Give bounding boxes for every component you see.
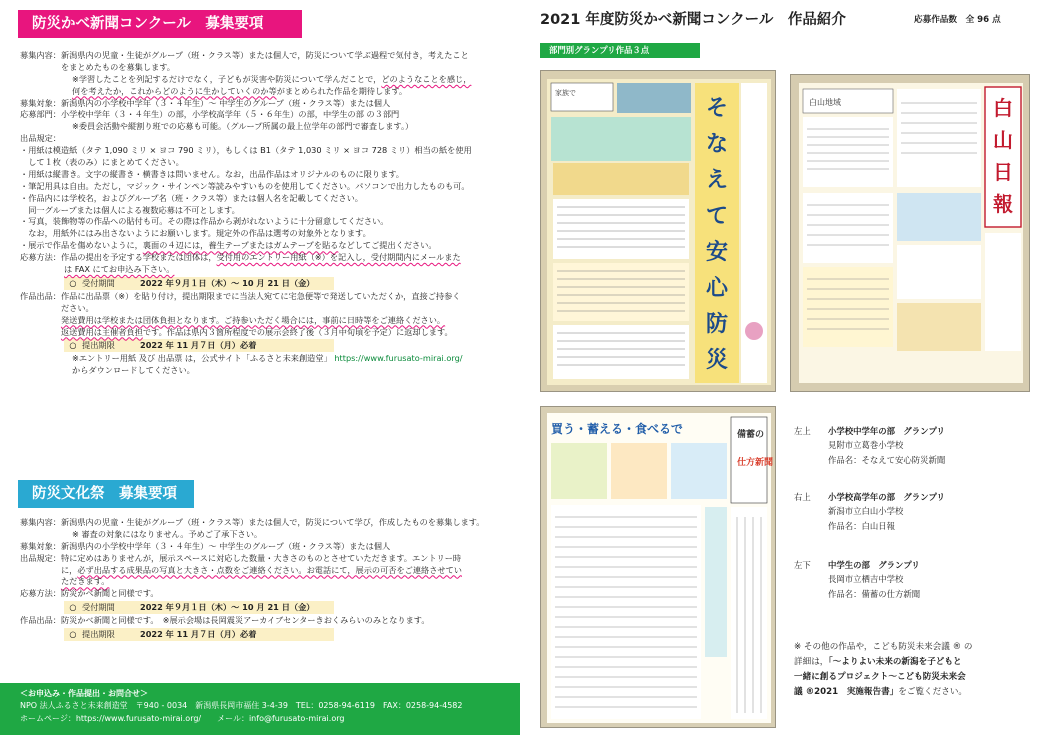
period-circle: ○: [69, 602, 77, 613]
caption-top-right: [794, 490, 1034, 533]
rule-line: して１枚（表のみ）にまとめてください。: [20, 157, 184, 168]
period-value: 2022 年９月１日（木）～ 10 月 21 日（金）: [140, 277, 315, 288]
rules-c: 必ず出品する成果品の写真と大きさ・点数をご連絡ください。お電話にて，展示の可否をご連絡させてい: [77, 564, 462, 575]
rules-d: ただきます。: [60, 576, 110, 587]
grandprix-photo-bottom-left: [540, 406, 776, 728]
festival-guidelines: [20, 517, 506, 642]
division-value: 小学校中学年（３・４年生）の部，小学校高学年（５・６年生）の部，中学生の部 の３部門: [60, 109, 400, 120]
note-d: 一緒に創るプロジェクト～こども防災未来会: [794, 672, 966, 683]
entry-count: 応募作品数 全 96 点: [914, 15, 1001, 25]
apply-b: 受付用のエントリー用紙（※）を記入し，受付期間内にメールまた: [216, 252, 461, 263]
submit-a: 作品に出品票（※）を貼り付け，提出期限までに当法人宛てに宅急便等で発送していただくか，直接ご持参く: [60, 290, 461, 301]
rule-last-c: などしてご提出ください。: [338, 240, 437, 251]
content-note: [20, 74, 506, 98]
submit-label: 作品出品：: [20, 615, 61, 626]
division-note: ※委員会活動や縦割り班での応募も可能。（グループ所属の最上位学年の部門で審査します。）: [72, 121, 414, 132]
rules-a: 特に定めはありませんが，展示スペースに対応した数量・大きさのものとさせていただきます。エントリー時: [60, 552, 462, 563]
report-note: [794, 640, 1034, 700]
content-line-1: 新潟県内の児童・生徒がグループ（班・クラス等）または個人で，防災について学ぶ過程で気付き，考えたこと: [60, 50, 469, 60]
contact-footer: [0, 683, 520, 735]
newspaper-image: [541, 71, 776, 392]
submit-c: 発送費用は学校または団体負担となります。ご持参いただく場合には，事前に日時等をご連絡ください。: [60, 314, 446, 325]
contest-title-bar: 防災かべ新聞コンクール 募集要項: [18, 10, 302, 38]
entry-note: [20, 353, 506, 377]
rules-list: [20, 145, 506, 252]
apply-label: 応募方法：: [20, 252, 61, 263]
photo2-char: 報: [993, 192, 1013, 216]
content-value: 新潟県内の児童・生徒がグループ（班・クラス等）または個人で，防災について学び，作成したものを募集します。: [60, 517, 485, 527]
photo2-char: 白: [993, 96, 1013, 120]
photo1-small-text: 家族で: [555, 89, 576, 97]
period-value: 2022 年９月１日（木）～ 10 月 21 日（金）: [140, 602, 315, 613]
rule-line: ・作品内には学校名，およびグループ名（班・クラス等）または個人名を記載してください。: [20, 192, 363, 203]
deadline-bar: [64, 339, 334, 352]
photo1-char: な: [705, 132, 729, 157]
target-value: 新潟県内の小学校中学年（３・４年生）～ 中学生のグループ（班・クラス等）または個人: [60, 540, 391, 551]
rule-line: 同一グループまたは個人による複数応募は不可とします。: [20, 204, 240, 215]
submit-d: 返送費用は主催者負担: [60, 326, 143, 337]
grandprix-photo-top-left: [540, 70, 776, 392]
target-label: 募集対象：: [20, 540, 61, 551]
submit-label: 作品出品：: [20, 290, 61, 301]
target-label: 募集対象：: [20, 97, 61, 108]
caption-bottom-left: [794, 558, 1034, 601]
grandprix-badge: 部門別グランプリ作品３点: [540, 43, 700, 58]
caption-top-left: [794, 424, 1034, 467]
grandprix-photo-top-right: [790, 74, 1030, 392]
note-c: 「～よりよい未来の新潟を子どもと: [828, 657, 962, 668]
content-label: 募集内容：: [20, 517, 61, 527]
rule-last-a: ・展示で作品を傷めないように，: [20, 240, 143, 251]
caption-school: 見附市立葛巻小学校: [828, 440, 904, 451]
right-page: [520, 0, 1040, 735]
caption-school: 新潟市立白山小学校: [828, 506, 904, 517]
rules-b: に，: [60, 564, 78, 575]
rules-heading: 出品規定：: [20, 133, 61, 144]
period-bar: [64, 277, 334, 290]
footer-heading: ＜お申込み・作品提出・お問合せ＞: [20, 689, 148, 698]
photo1-char: て: [705, 204, 729, 229]
photo3-side-1: 備蓄の: [737, 430, 765, 440]
content-label: 募集内容：: [20, 50, 61, 60]
caption-work: 作品名：そなえて安心防災新聞: [828, 454, 946, 465]
photo1-char: 心: [705, 276, 729, 301]
note-a: ※ その他の作品や，こども防災未来会議 ® の: [794, 642, 973, 652]
apply-label: 応募方法：: [20, 588, 61, 599]
photo1-char: 防: [705, 312, 729, 337]
content-line-2: をまとめたものを募集します。: [60, 61, 175, 72]
caption-school: 長岡市立栖吉中学校: [828, 574, 904, 585]
caption-work: 作品名：白山日報: [828, 520, 895, 531]
submit-value: 防災かべ新聞と同様です。 ※展示会場は長岡震災アーカイブセンターきおくみらいのみとなります。: [60, 615, 430, 626]
rule-line: ・用紙は模造紙（タテ 1,090 ミリ × ヨコ 790 ミリ），もしくは B1（タテ 1,030 ミリ × ヨコ 728 ミリ）相当の紙を使用: [20, 145, 472, 156]
deadline-label: 提出期限: [82, 340, 115, 351]
photo2-small-text: 白山地域: [809, 98, 841, 107]
photo1-char: 安: [705, 240, 729, 265]
deadline-value: 2022 年 11 月７日（月）必着: [140, 629, 257, 640]
caption-heading: 小学校高学年の部 グランプリ: [828, 492, 945, 502]
content-note-b: どのようなことを感じ，: [381, 73, 472, 84]
period-bar: [64, 601, 334, 614]
caption-position: 左上: [794, 426, 811, 436]
photo3-side-2: 仕方新聞: [737, 458, 774, 468]
newspaper-image: [541, 407, 776, 728]
photo1-char: 災: [705, 348, 729, 373]
caption-position: 右上: [794, 492, 811, 502]
newspaper-image: [791, 75, 1030, 392]
rule-line: ・筆記用具は自由。ただし，マジック・サインペン等読みやすいものを使用してください。パソコンで出力したものも可。: [20, 180, 470, 191]
showcase-title: 2021 年度防災かべ新聞コンクール 作品紹介: [540, 12, 846, 28]
official-site-link[interactable]: https://www.furusato-mirai.org/: [334, 353, 463, 364]
period-label: 受付期間: [82, 277, 115, 288]
deadline-bar: [64, 628, 334, 641]
photo2-char: 山: [993, 128, 1013, 152]
rule-last-b: 裏面の４辺には，養生テープまたはガムテープを貼る: [142, 240, 339, 251]
caption-heading: 中学生の部 グランプリ: [828, 560, 920, 570]
submit-b: ださい。: [60, 302, 94, 313]
content-note-c: 何を考えたか，これからどのように生かしていくのか等: [72, 85, 277, 96]
period-circle: ○: [69, 277, 77, 288]
footer-address: NPO 法人ふるさと未来創造堂 〒940 - 0034 新潟県長岡市福住 3-4-39 TEL：0258-94-6119 FAX：0258-94-4582: [20, 701, 463, 711]
rule-line: なお，用紙外にはみ出さないようにお願いします。規定外の作品は選考の対象外となります。: [20, 228, 371, 239]
apply-a: 作品の提出を予定する学校または団体は，: [60, 252, 217, 263]
rule-line: ・用紙は縦書き。文字の縦書き・横書きは問いません。なお，出品作品はオリジナルのものに限ります。: [20, 168, 404, 179]
rules-value: [61, 553, 506, 589]
deadline-circle: ○: [69, 340, 77, 351]
entry-note-a: ※エントリー用紙 及び 出品票 は，公式サイト「ふるさと未来創造堂」: [72, 353, 332, 364]
apply-c: は FAX にてお申込み下さい。: [64, 264, 175, 275]
note-b: 詳細は，: [794, 657, 829, 668]
photo1-char: そ: [705, 96, 729, 121]
apply-cont: [20, 264, 506, 276]
contest-guidelines: [20, 50, 506, 377]
photo1-char: え: [705, 168, 729, 193]
festival-title-bar: 防災文化祭 募集要項: [18, 480, 194, 508]
apply-value: 防災かべ新聞と同様です。: [60, 588, 159, 599]
period-label: 受付期間: [82, 602, 115, 613]
rule-line-last: [20, 240, 506, 252]
note-e: 議 ®2021 実施報告書」: [794, 687, 899, 698]
caption-work: 作品名：備蓄の仕方新聞: [828, 588, 921, 599]
apply-value: [61, 252, 506, 264]
content-note-d: がまとめられた作品を期待します。: [276, 85, 408, 96]
submit-e: です。作品は県内３箇所程度での展示会終了後（３月中旬頃を予定）に返却します。: [142, 326, 453, 337]
deadline-label: 提出期限: [82, 629, 115, 640]
rules-label: 出品規定：: [20, 552, 61, 563]
photo2-char: 日: [993, 160, 1013, 184]
target-value: 新潟県内の小学校中学年（３・４年生）～ 中学生のグループ（班・クラス等）または個人: [60, 97, 391, 108]
rule-line: ・写真，装飾物等の作品への貼付も可。その際は作品から剥がれないように十分留意してください。: [20, 216, 389, 227]
content-note-a: ※学習したことを列記するだけでなく，子どもが災害や防災について学んだことで，: [72, 73, 382, 84]
division-label: 応募部門：: [20, 109, 61, 120]
photo3-headline: 買う・蓄える・食べるで: [551, 422, 683, 436]
footer-web[interactable]: ホームページ：https://www.furusato-mirai.org/ メール：info@furusato-mirai.org: [20, 713, 345, 723]
note-f: をご覧ください。: [898, 687, 968, 698]
content-note: ※ 審査の対象にはなりません。予めご了承下さい。: [72, 528, 263, 539]
caption-position: 左下: [794, 560, 811, 570]
deadline-value: 2022 年 11 月７日（月）必着: [140, 340, 257, 351]
deadline-circle: ○: [69, 629, 77, 640]
caption-heading: 小学校中学年の部 グランプリ: [828, 426, 945, 436]
submit-value: [61, 291, 506, 339]
entry-note-b: からダウンロードしてください。: [72, 365, 195, 376]
